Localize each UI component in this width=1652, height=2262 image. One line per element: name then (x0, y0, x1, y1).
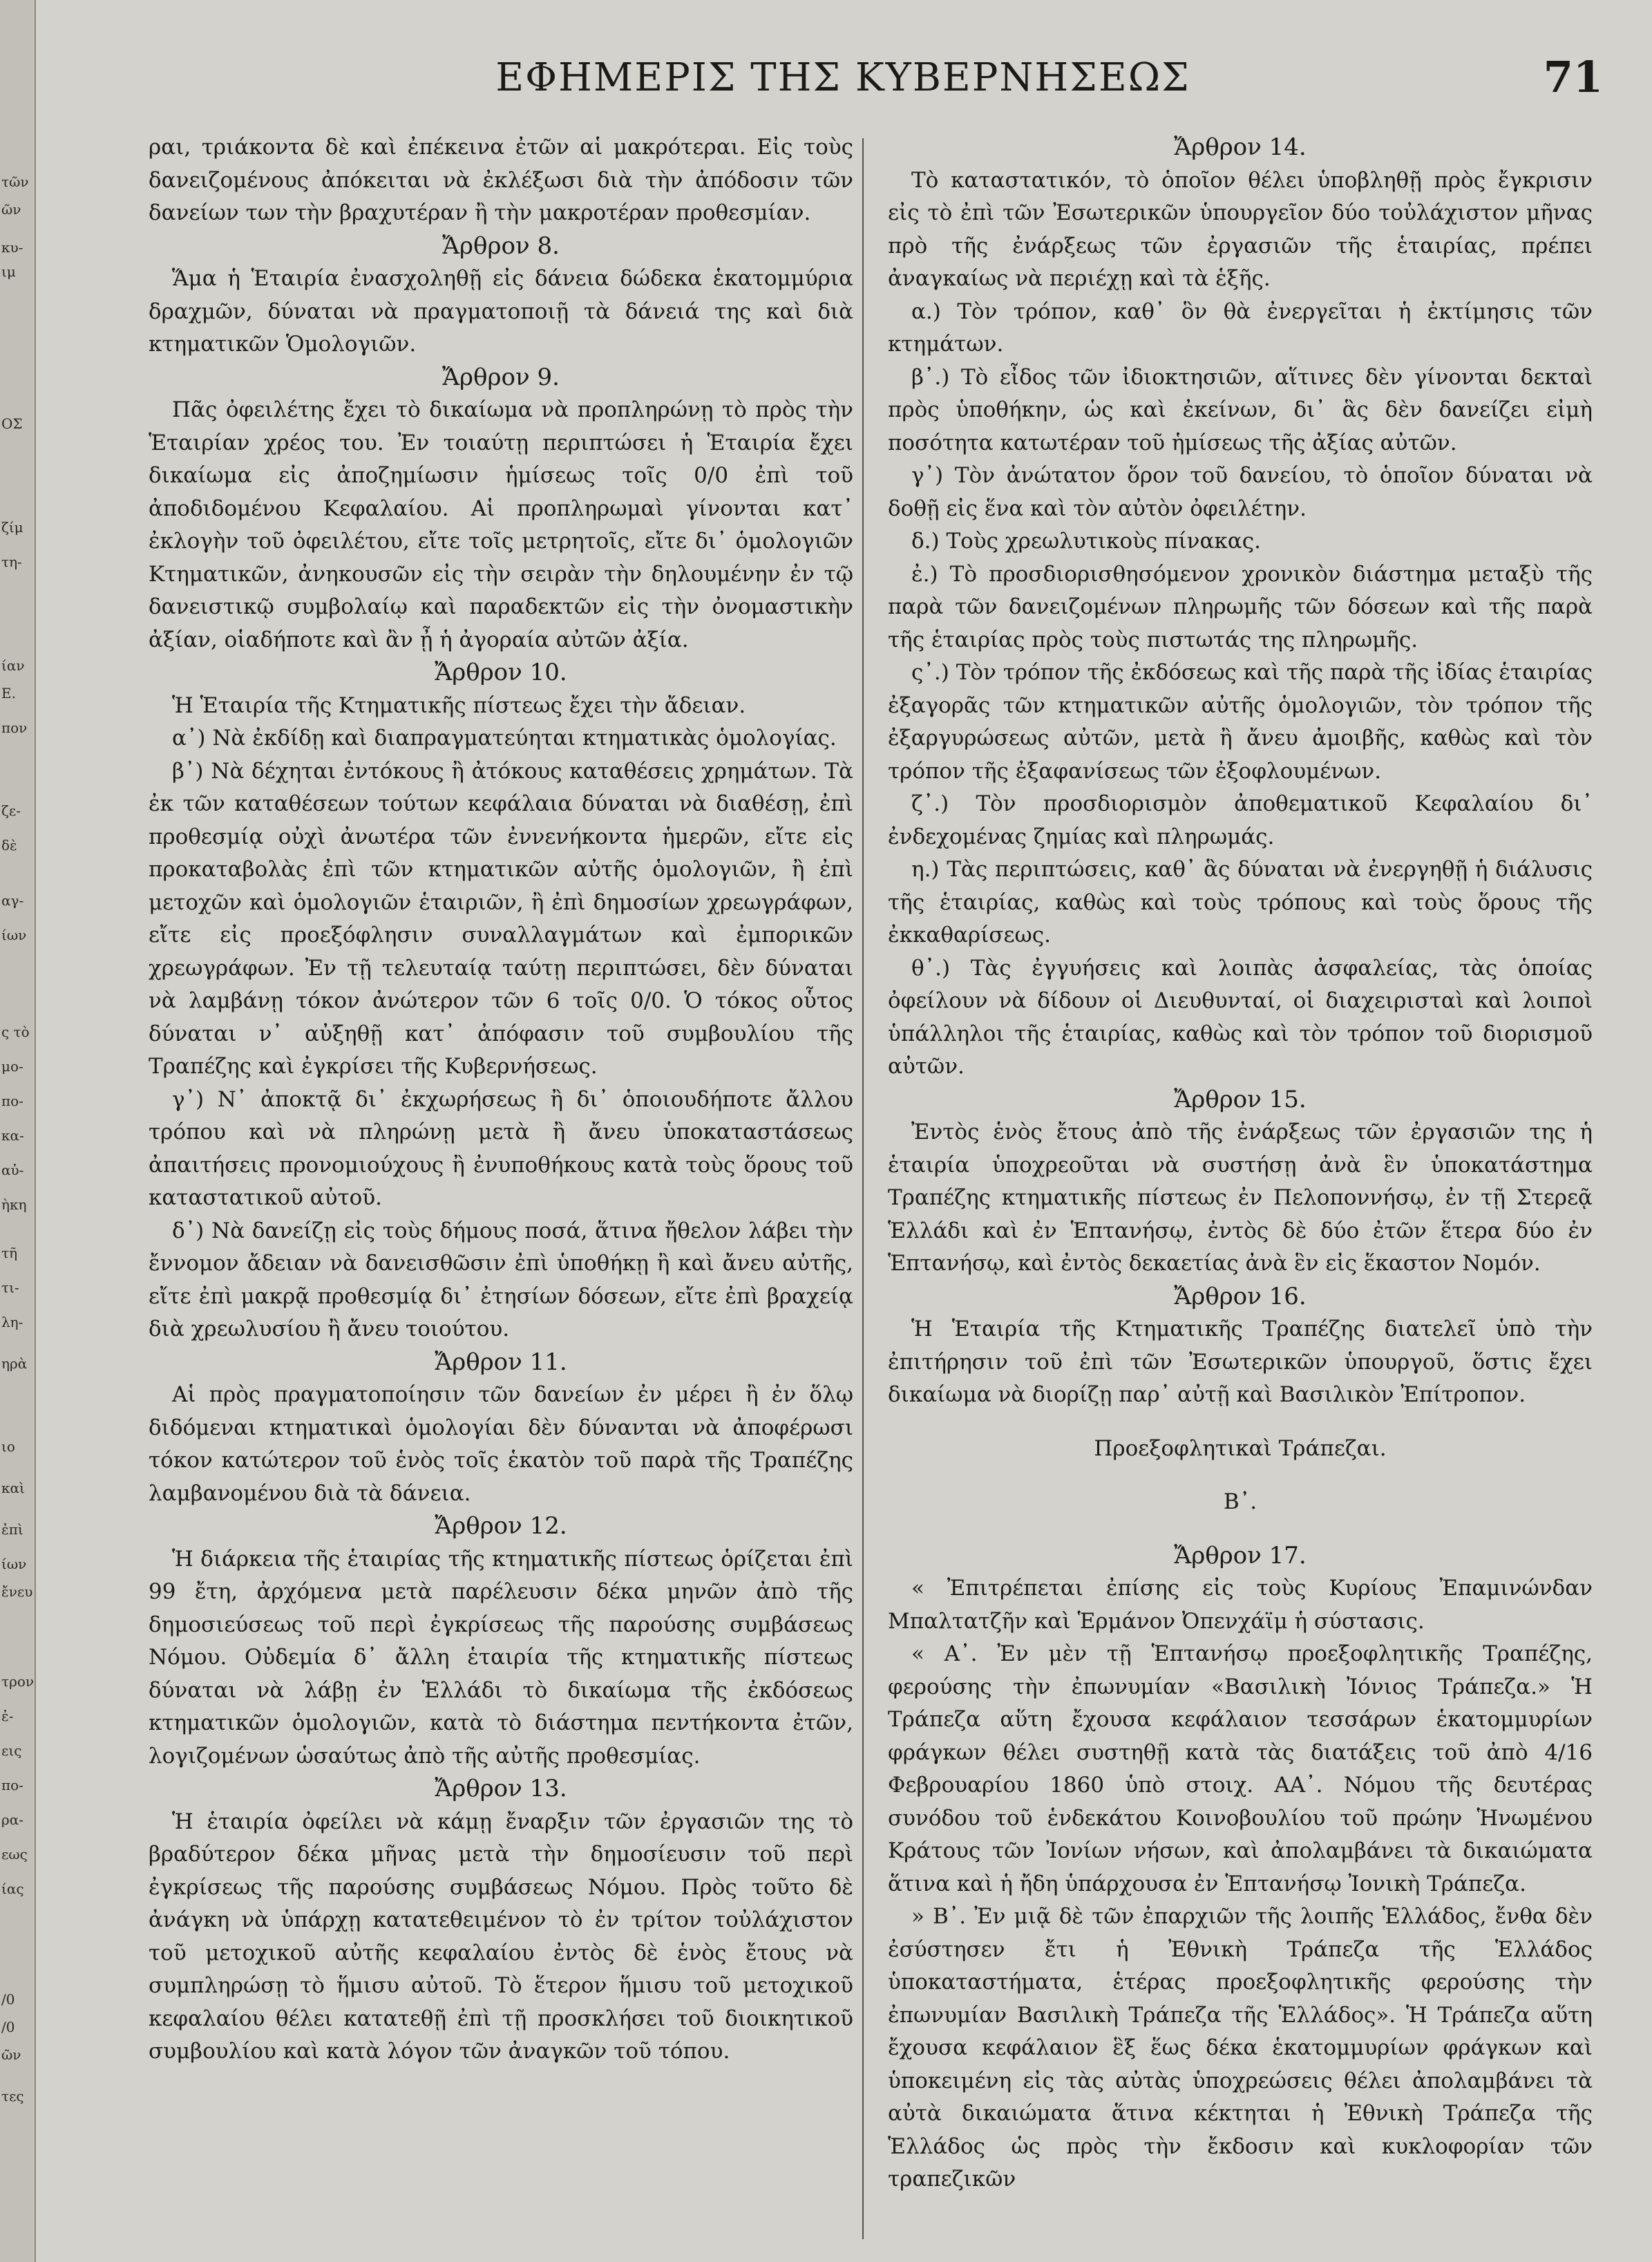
margin-fragment: τες (1, 2088, 24, 2104)
margin-fragment: τη- (1, 554, 22, 570)
margin-fragment: ἔνευ (1, 1583, 33, 1600)
margin-fragment: κα- (1, 1127, 24, 1144)
margin-fragment: ιο (1, 1438, 15, 1455)
article-heading: Ἄρθρον 9. (442, 363, 560, 391)
margin-fragment: πο- (1, 1777, 23, 1793)
paragraph: θ᾽.) Τὰς ἐγγυήσεις καὶ λοιπὰς ἀσφαλείας, τὰς ὁποίας ὀφείλουν νὰ δίδουν οἱ Διευθυνταί, οἱ διαχειρισταὶ καὶ λοιποὶ ὑπάλληλοι τῆς ἑταιρίας, καθὼς καὶ τὸν τρόπον τοῦ διορισμοῦ αὐτῶν. (888, 955, 1593, 1079)
column-divider (862, 138, 864, 2239)
article-heading: Ἄρθρον 8. (442, 232, 560, 260)
paragraph: Ἐντὸς ἑνὸς ἔτους ἀπὸ τῆς ἐνάρξεως τῶν ἐργασιῶν της ἡ ἑταιρία ὑποχρεοῦται νὰ συστήσῃ ἀνὰ ἓν ὑποκατάστημα Τραπέζης κτηματικῆς πίστεως ἐν Πελοποννήσῳ, ἐν τῇ Στερεᾷ Ἑλλάδι καὶ ἐν Ἑπτανήσῳ, ἐντὸς δὲ δύο ἐτῶν ἕτερα δύο ἐν Ἑπτανήσῳ, καὶ ἐντὸς δεκαετίας ἀνὰ ἓν εἰς ἕκαστον Νομόν. (888, 1120, 1593, 1276)
paragraph: Τὸ καταστατικόν, τὸ ὁποῖον θέλει ὑποβληθῇ πρὸς ἔγκρισιν εἰς τὸ ἐπὶ τῶν Ἐσωτερικῶν ὑπουργεῖον δύο τοὐλάχιστον μῆνας πρὸ τῆς ἐνάρξεως τῶν ἐργασιῶν τῆς ἑταιρίας, πρέπει ἀναγκαίως νὰ περιέχῃ καὶ τὰ ἑξῆς. (888, 167, 1593, 291)
paragraph: ς᾽.) Τὸν τρόπον τῆς ἐκδόσεως καὶ τῆς παρὰ τῆς ἰδίας ἑταιρίας ἐξαγορᾶς τῶν κτηματικῶν αὐτῆς ὁμολογιῶν, τὸν τρόπον τῆς ἐξαργυρώσεως αὐτῶν, μετὰ ἢ ἄνευ ἀμοιβῆς, καθὼς καὶ τὸν τρόπον τῆς ἐξαφανίσεως τῶν ἐξοφλουμένων. (888, 660, 1593, 784)
margin-fragment: δὲ (1, 837, 17, 854)
paragraph: Πᾶς ὀφειλέτης ἔχει τὸ δικαίωμα νὰ προπληρώνῃ τὸ πρὸς τὴν Ἑταιρίαν χρέος του. Ἐν τοιαύτῃ περιπτώσει ἡ Ἑταιρία ἔχει δικαίωμα εἰς ἀποζημίωσιν ἡμίσεως τοῖς 0/0 ἐπὶ τοῦ ἀποδιδομένου Κεφαλαίου. Αἱ προπληρωμαὶ γίνονται κατ᾽ ἐκλογὴν τοῦ ὀφειλέτου, εἴτε τοῖς μετρητοῖς, εἴτε δι᾽ ὁμολογιῶν Κτηματικῶν, ἀνηκουσῶν εἰς τὴν σειρὰν τὴν δηλουμένην ἐν τῷ δανειστικῷ συμβολαίῳ καὶ παραδεκτῶν εἰς τὴν ὀνομαστικὴν ἀξίαν, οἱαδήποτε καὶ ἂν ᾖ ἡ ἀγοραία αὐτῶν ἀξία. (149, 397, 853, 652)
paragraph: Ἡ Ἑταιρία τῆς Κτηματικῆς Τραπέζης διατελεῖ ὑπὸ τὴν ἐπιτήρησιν τοῦ ἐπὶ τῶν Ἐσωτερικῶν ὑπουργοῦ, ὅστις ἔχει δικαίωμα νὰ διορίζῃ παρ᾽ αὐτῇ καὶ Βασιλικὸν Ἐπίτροπον. (888, 1317, 1593, 1407)
margin-fragment: τρον (1, 1673, 35, 1690)
margin-fragment: εως (1, 1846, 28, 1863)
margin-fragment: ἐ- (1, 1708, 14, 1724)
margin-fragment: /0 (1, 1991, 15, 2008)
paragraph: η.) Τὰς περιπτώσεις, καθ᾽ ἃς δύναται νὰ ἐνεργηθῇ ἡ διάλυσις τῆς ἑταιρίας, καθὼς καὶ τοὺς τρόπους καὶ τοὺς ὅρους τῆς ἐκκαθαρίσεως. (888, 857, 1593, 948)
paragraph: » Β᾽. Ἐν μιᾷ δὲ τῶν ἐπαρχιῶν τῆς λοιπῆς Ἑλλάδος, ἔνθα δὲν ἐσύστησεν ἔτι ἡ Ἐθνικὴ Τράπεζα τῆς Ἑλλάδος ὑποκαταστήματα, ἑτέρας προεξοφλητικῆς φερούσης τὴν ἐπωνυμίαν Βασιλικὴ Τράπεζα τῆς Ἑλλάδος». Ἡ Τράπεζα αὕτη ἔχουσα κεφάλαιον ἓξ ἕως δέκα ἑκατομμυρίων φράγκων καὶ ὑποκειμένη εἰς τὰς αὐτὰς ὑποχρεώσεις θέλει ἀπολαμβάνει τὰ αὐτὰ δικαιώματα ἅτινα κέκτηται ἡ Ἐθνικὴ Τράπεζα τῆς Ἑλλάδος ὡς πρὸς τὴν ἔκδοσιν καὶ κυκλοφορίαν τῶν τραπεζικῶν (888, 1904, 1593, 2192)
paragraph: Ἡ ἑταιρία ὀφείλει νὰ κάμῃ ἔναρξιν τῶν ἐργασιῶν της τὸ βραδύτερον δέκα μῆνας μετὰ τὴν δημοσίευσιν τοῦ περὶ ἐγκρίσεως τῆς παρούσης συμβάσεως Νόμου. Πρὸς τοῦτο δὲ ἀνάγκη νὰ ὑπάρχῃ κατατεθειμένον τὸ ἐν τρίτον τοὐλάχιστον τοῦ μετοχικοῦ αὐτῆς κεφαλαίου ἐντὸς δὲ ἑνὸς ἔτους νὰ συμπληρώσῃ τὸ ἥμισυ αὐτοῦ. Τὸ ἕτερον ἥμισυ τοῦ μετοχικοῦ κεφαλαίου θέλει κατατεθῇ ἐπὶ τῇ προσκλήσει τοῦ διοικητικοῦ συμβουλίου καὶ κατὰ λόγον τῶν ἀναγκῶν τοῦ τόπου. (149, 1809, 853, 2064)
article-heading: Ἄρθρον 12. (435, 1512, 567, 1540)
section-heading: Β᾽. (1223, 1489, 1257, 1514)
paragraph: Αἱ πρὸς πραγματοποίησιν τῶν δανείων ἐν μέρει ἢ ἐν ὅλῳ διδόμεναι κτηματικαὶ ὁμολογίαι δὲν δύνανται νὰ ἀποφέρωσι τόκον κατώτερον τοῦ ἑνὸς τοῖς ἑκατὸν τοῦ παρὰ τῆς Τραπέζης λαμβανομένου διὰ τὰ δάνεια. (149, 1382, 853, 1506)
margin-fragment: ΟΣ (1, 415, 23, 432)
margin-fragment: ς τὸ (1, 1024, 30, 1040)
article-heading: Ἄρθρον 15. (1174, 1085, 1307, 1113)
margin-fragment: καὶ (1, 1480, 25, 1496)
margin-fragment: ίαν (1, 657, 25, 674)
newspaper-page (83, 28, 1603, 2239)
paragraph: « Α᾽. Ἐν μὲν τῇ Ἑπτανήσῳ προεξοφλητικῆς Τραπέζης, φερούσης τὴν ἐπωνυμίαν «Βασιλικὴ Ἰόνιος Τράπεζα.» Ἡ Τράπεζα αὕτη ἔχουσα κεφάλαιον τεσσάρων ἑκατομμυρίων φράγκων θέλει συστηθῇ κατὰ τὰς διατάξεις τοῦ ἀπὸ 4/16 Φεβρουαρίου 1860 ὑπὸ στοιχ. ΑΑ᾽. Νόμου τῆς δευτέρας συνόδου τοῦ ἑνδεκάτου Κοινοβουλίου τοῦ πρώην Ἡνωμένου Κράτους τῶν Ἰονίων νήσων, καὶ ἀπολαμβάνει τὰ δικαιώματα ἅτινα καὶ ἡ ἤδη ὑπάρχουσα ἐν Ἑπτανήσῳ Ἰονικὴ Τράπεζα. (888, 1641, 1593, 1896)
margin-fragment: ίων (1, 927, 27, 943)
margin-fragment: /0 (1, 2019, 15, 2035)
article-heading: Ἄρθρον 16. (1174, 1282, 1307, 1310)
margin-fragment: εις (1, 1742, 22, 1759)
paragraph: γ᾽) Ν᾽ ἀποκτᾷ δι᾽ ἐκχωρήσεως ἢ δι᾽ ὁποιουδήποτε ἄλλου τρόπου καὶ νὰ πληρώνῃ μετὰ ἢ ἄνευ ὑποκαταστάσεως ἀπαιτήσεις προνομιούχους ἢ ἐνυποθήκους κατὰ τοὺς ὅρους τοῦ καταστατικοῦ αὐτοῦ. (149, 1086, 853, 1210)
margin-fragment: πον (1, 719, 28, 736)
margin-fragment: ἐπὶ (1, 1521, 23, 1538)
paragraph: Ἡ Ἑταιρία τῆς Κτηματικῆς πίστεως ἔχει τὴν ἄδειαν. (172, 692, 746, 718)
margin-fragment: ὴκη (1, 1196, 27, 1213)
article-heading: Ἄρθρον 13. (435, 1775, 567, 1802)
paragraph: β᾽) Νὰ δέχηται ἐντόκους ἢ ἀτόκους καταθέσεις χρημάτων. Τὰ ἐκ τῶν καταθέσεων τούτων κεφάλαια δύναται νὰ διαθέσῃ, ἐπὶ προθεσμίᾳ οὐχὶ ἀνωτέρα τῶν ἐννενήκοντα ἡμερῶν, εἴτε εἰς προκαταβολὰς ἐπὶ τῶν κτηματικῶν αὐτῆς ὁμολογιῶν, ἢ ἐπὶ μετοχῶν καὶ ὁμολογιῶν ἑταιριῶν, ἢ ἐπὶ δημοσίων χρεωγράφων, εἴτε εἰς προεξόφλησιν συναλλαγμάτων καὶ ἐμπορικῶν χρεωγράφων. Ἐν τῇ τελευταίᾳ ταύτῃ περιπτώσει, δὲν δύναται νὰ λαμβάνῃ τόκον ἀνώτερον τῶν 6 τοῖς 0/0. Ὁ τόκος οὗτος δύναται ν᾽ αὐξηθῇ κατ᾽ ἀπόφασιν τοῦ συμβουλίου τῆς Τραπέζης καὶ ἐγκρίσει τῆς Κυβερνήσεως. (149, 758, 853, 1079)
margin-fragment: πο- (1, 1093, 23, 1109)
margin-fragment: ζίμ (1, 519, 23, 536)
paragraph: « Ἐπιτρέπεται ἐπίσης εἰς τοὺς Κυρίους Ἐπαμινώνδαν Μπαλτατζῆν καὶ Ἑρμάνον Ὀπενχάϊμ ἡ σύστασις. (888, 1576, 1593, 1634)
margin-fragment: τῆ (1, 1245, 18, 1261)
margin-fragment: ζε- (1, 802, 21, 819)
margin-fragment: αγ- (1, 892, 24, 909)
margin-fragment: τι- (1, 1279, 19, 1296)
margin-fragment: ίας (1, 1881, 24, 1897)
article-heading: Ἄρθρον 14. (1174, 133, 1307, 161)
article-heading: Ἄρθρον 11. (435, 1348, 567, 1376)
margin-fragment: μο- (1, 1058, 23, 1075)
margin-fragment: ῶν (1, 201, 21, 218)
gazette-title: ΕΦΗΜΕΡΙΣ ΤΗΣ ΚΥΒΕΡΝΗΣΕΩΣ (495, 55, 1190, 100)
article-heading: Ἄρθρον 10. (435, 659, 567, 686)
margin-fragment: κυ- (1, 239, 23, 256)
paragraph: ἐ.) Τὸ προσδιορισθησόμενον χρονικὸν διάστημα μεταξὺ τῆς παρὰ τῶν δανειζομένων πληρωμῆς τῶν δόσεων καὶ τῆς παρὰ τῆς ἑταιρίας πρὸς τοὺς πιστωτάς της πληρωμῆς. (888, 561, 1593, 652)
section-heading: Προεξοφλητικαὶ Τράπεζαι. (1094, 1435, 1387, 1461)
paragraph: δ᾽) Νὰ δανείζῃ εἰς τοὺς δήμους ποσά, ἅτινα ἤθελον λάβει τὴν ἔννομον ἄδειαν νὰ δανεισθῶσιν ἐπὶ ὑποθήκῃ ἢ καὶ ἄνευ αὐτῆς, εἴτε ἐπὶ μακρᾷ προθεσμίᾳ δι᾽ ἐτησίων δόσεων, εἴτε ἐπὶ βραχείᾳ διὰ χρεωλυσίου ἢ ἄνευ τοιούτου. (149, 1218, 853, 1341)
margin-fragment: Ε. (1, 685, 16, 701)
left-column (149, 131, 853, 2068)
margin-fragment: ιμ (1, 263, 16, 280)
paragraph: β᾽.) Τὸ εἶδος τῶν ἰδιοκτησιῶν, αἵτινες δὲν γίνονται δεκταὶ πρὸς ὑποθήκην, ὡς καὶ ἐκείνων, δι᾽ ἃς δὲν δανείζει εἰμὴ ποσότητα κατωτέραν τοῦ ἡμίσεως τῆς ἀξίας αὐτῶν. (888, 364, 1593, 455)
margin-fragment: ῶν (1, 2046, 21, 2063)
paragraph: ραι, τριάκοντα δὲ καὶ ἐπέκεινα ἐτῶν αἱ μακρότεραι. Εἰς τοὺς δανειζομένους ἀπόκειται νὰ ἐκλέξωσι διὰ τὴν ἀπόδοσιν τῶν δανείων των τὴν βραχυτέραν ἢ τὴν μακροτέραν προθεσμίαν. (149, 135, 853, 225)
margin-fragment: λη- (1, 1314, 23, 1330)
paragraph: γ᾽) Τὸν ἀνώτατον ὅρον τοῦ δανείου, τὸ ὁποῖον δύναται νὰ δοθῇ εἰς ἕνα καὶ τὸν αὐτὸν ὀφειλέτην. (888, 463, 1593, 521)
adjacent-page-margin (0, 0, 36, 2262)
right-column (888, 131, 1593, 2196)
margin-fragment: τῶν (1, 173, 29, 190)
margin-fragment: ρα- (1, 1811, 24, 1828)
article-heading: Ἄρθρον 17. (1174, 1541, 1307, 1570)
paragraph: α.) Τὸν τρόπον, καθ᾽ ὃν θὰ ἐνεργεῖται ἡ ἐκτίμησις τῶν κτημάτων. (888, 299, 1593, 357)
paragraph: α᾽) Νὰ ἐκδίδῃ καὶ διαπραγματεύηται κτηματικὰς ὁμολογίας. (172, 726, 837, 751)
margin-fragment: ίων (1, 1556, 27, 1572)
margin-fragment: αὐ- (1, 1162, 24, 1178)
page-number: 71 (1543, 52, 1603, 102)
paragraph: δ.) Τοὺς χρεωλυτικοὺς πίνακας. (911, 529, 1261, 554)
paragraph: ζ᾽.) Τὸν προσδιορισμὸν ἀποθεματικοῦ Κεφαλαίου δι᾽ ἐνδεχομένας ζημίας καὶ πληρωμάς. (888, 791, 1593, 849)
paragraph: Ἡ διάρκεια τῆς ἑταιρίας τῆς κτηματικῆς πίστεως ὁρίζεται ἐπὶ 99 ἔτη, ἀρχόμενα μετὰ παρέλευσιν δέκα μηνῶν ἀπὸ τῆς δημοσιεύσεως τοῦ περὶ ἐγκρίσεως τῆς παρούσης συμβάσεως Νόμου. Οὐδεμία δ᾽ ἄλλη ἑταιρία τῆς κτηματικῆς πίστεως δύναται νὰ λάβῃ ἐν Ἑλλάδι τὸ δικαίωμα τῆς ἐκδόσεως κτηματικῶν ὁμολογιῶν, κατὰ τὸ διάστημα πεντήκοντα ἐτῶν, λογιζομένων ὡσαύτως ἀπὸ τῆς αὐτῆς προθεσμίας. (149, 1546, 853, 1769)
paragraph: Ἅμα ἡ Ἑταιρία ἐνασχοληθῇ εἰς δάνεια δώδεκα ἑκατομμύρια δραχμῶν, δύναται νὰ πραγματοποιῇ τὰ δάνειά της καὶ διὰ κτηματικῶν Ὁμολογιῶν. (149, 266, 853, 357)
page-header (83, 52, 1603, 131)
margin-fragment: ηρὰ (1, 1355, 28, 1372)
